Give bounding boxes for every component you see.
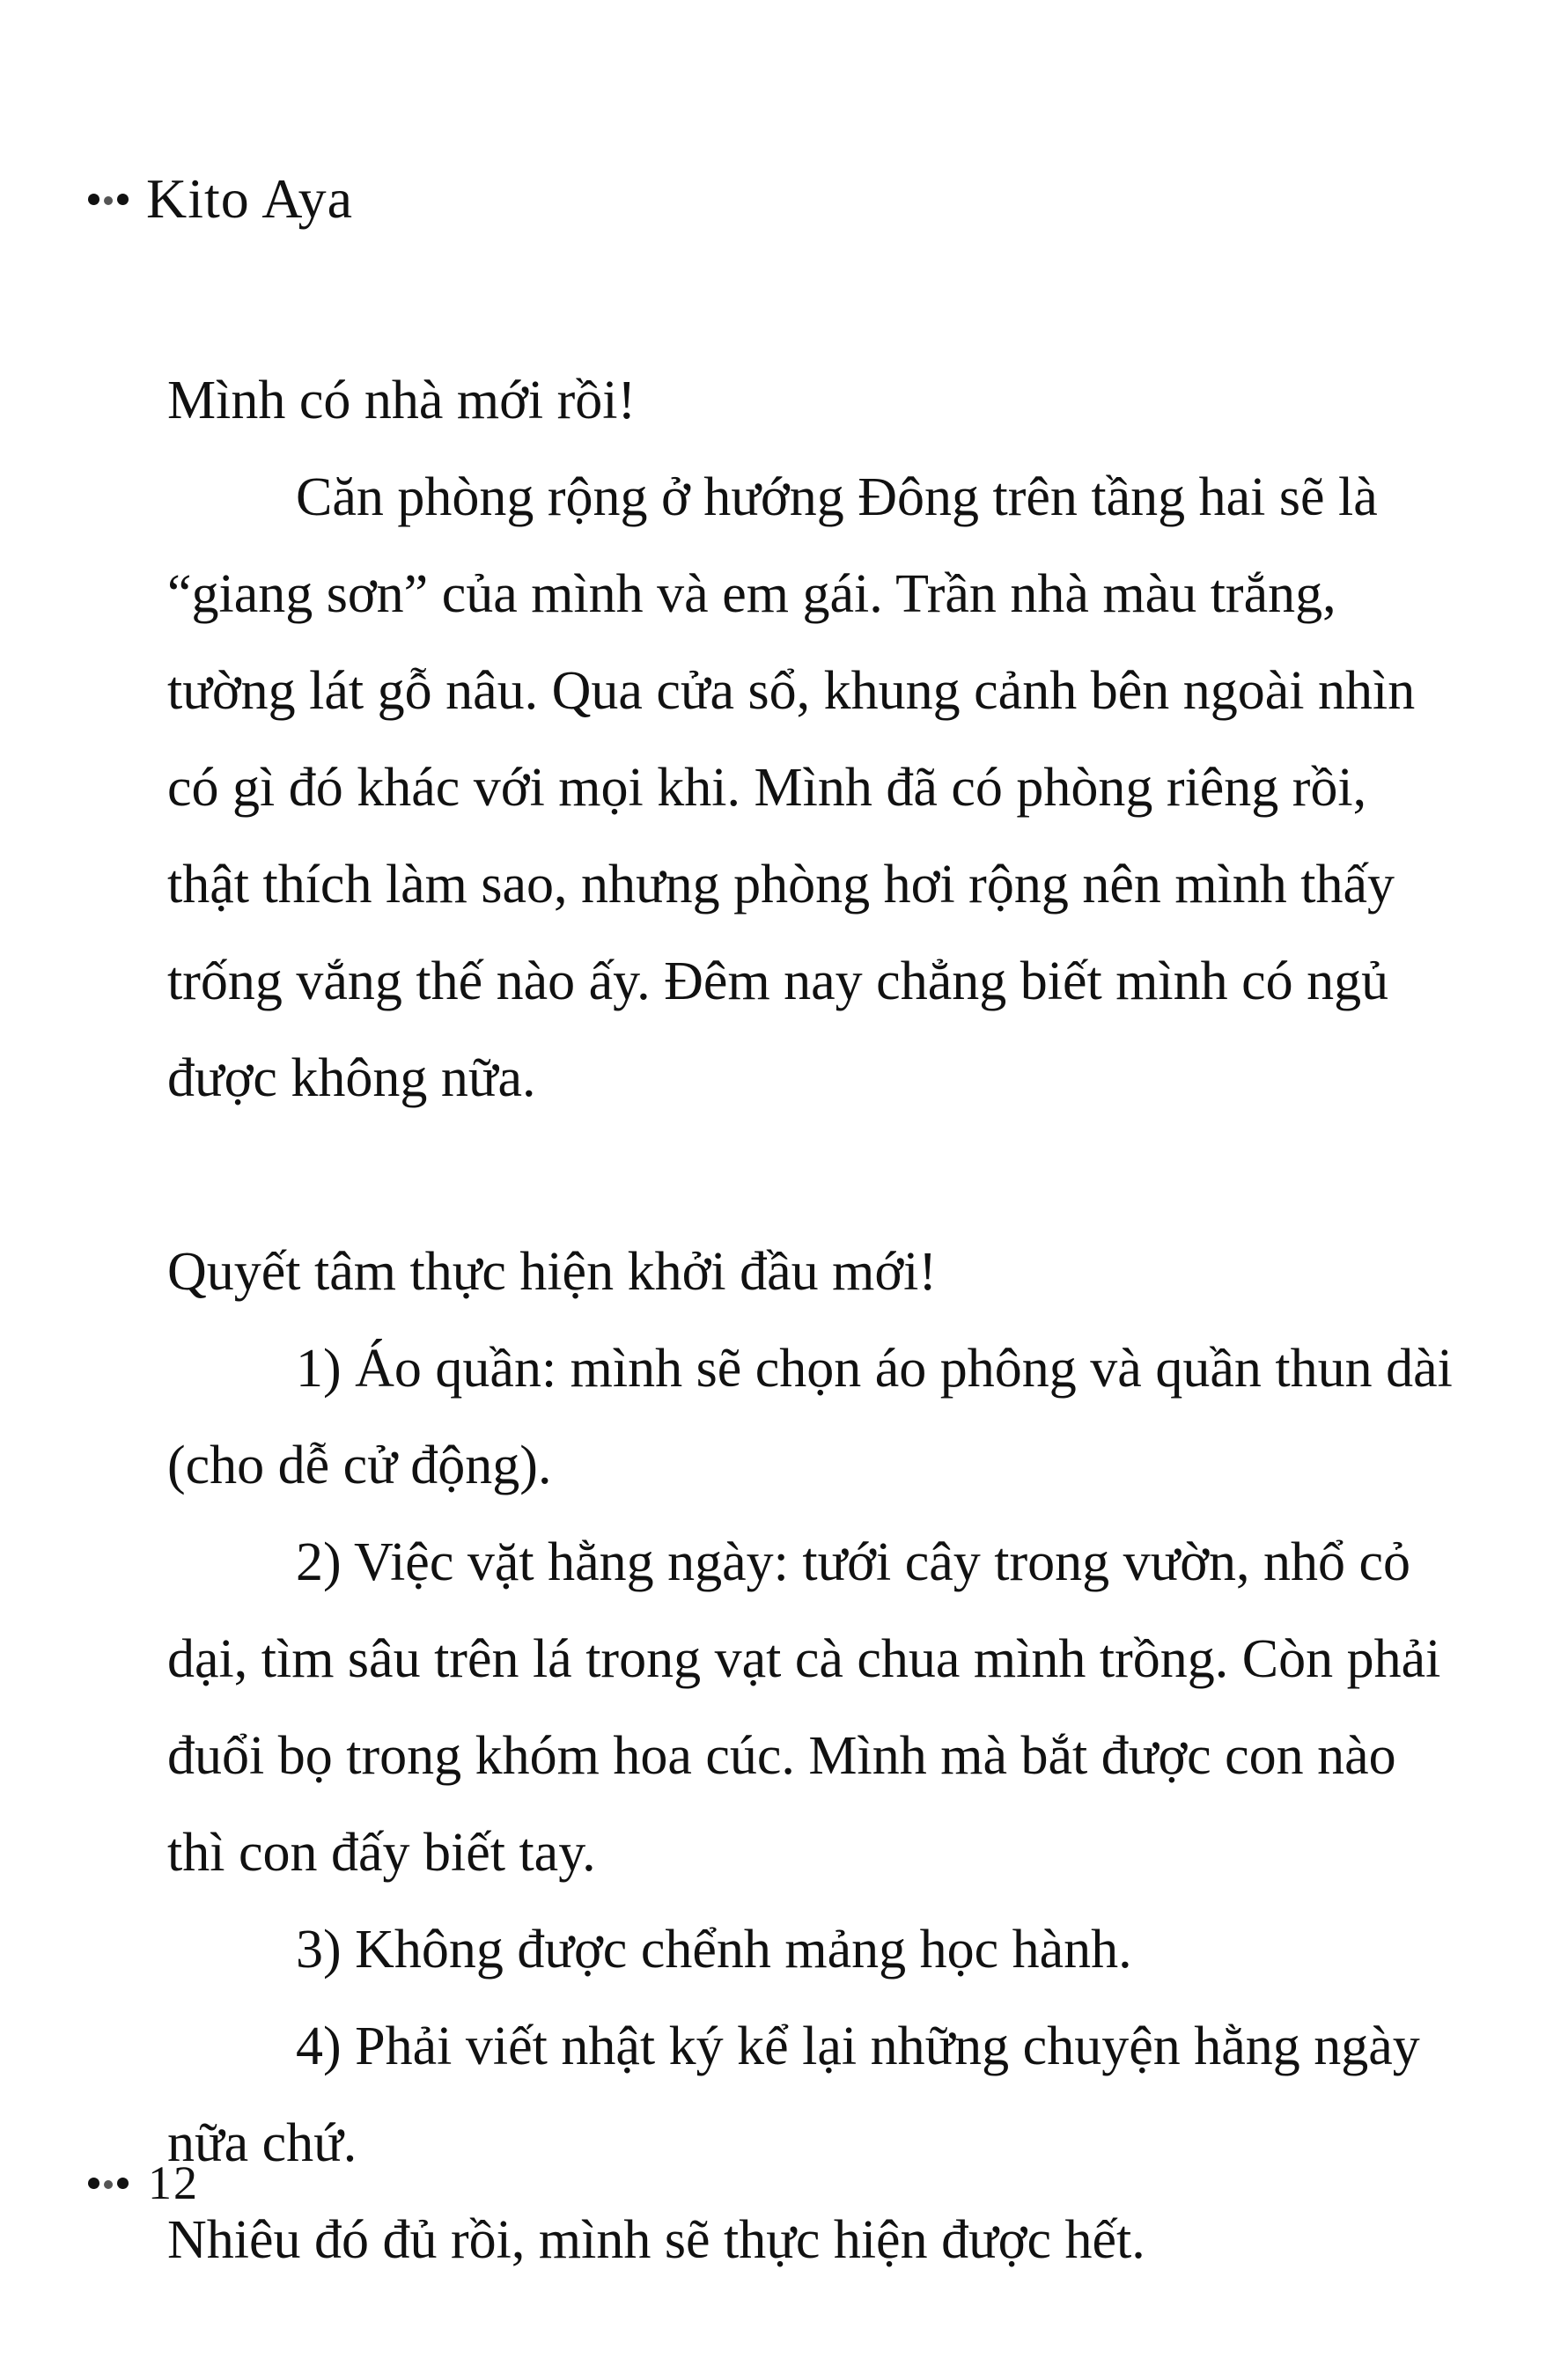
page-footer: [88, 2148, 199, 2218]
list-item: 3) Không được chểnh mảng học hành.: [296, 1920, 1132, 1980]
list-item: 1) Áo quần: mình sẽ chọn áo phông và quần thun dài (cho dễ cử động).: [167, 1339, 1453, 1495]
paragraph: Căn phòng rộng ở hướng Đông trên tầng hai sẽ là “giang sơn” của mình và em gái. Trần nhà màu trắng, tường lát gỗ nâu. Qua cửa sổ, khung cảnh bên ngoài nhìn có gì đó khác với mọi khi. Mình đã có phòng riêng rồi, thật thích làm sao, nhưng phòng hơi rộng nên mình thấy trống vắng thế nào ấy. Đêm nay chẳng biết mình có ngủ được không nữa.: [167, 467, 1416, 1108]
page-number: 12: [148, 2156, 199, 2209]
page-body: [167, 352, 1453, 2288]
running-head: [88, 164, 353, 234]
list-item: 4) Phải viết nhật ký kể lại những chuyện hằng ngày nữa chứ.: [167, 2016, 1420, 2173]
paragraph: Quyết tâm thực hiện khởi đầu mới!: [167, 1242, 937, 1302]
author-name: Kito Aya: [146, 167, 353, 230]
paragraph: Nhiêu đó đủ rồi, mình sẽ thực hiện được hết.: [167, 2210, 1145, 2270]
ornament-dots-icon: [88, 2173, 137, 2193]
paragraph: Mình có nhà mới rồi!: [167, 371, 637, 430]
list-item: 2) Việc vặt hằng ngày: tưới cây trong vườn, nhổ cỏ dại, tìm sâu trên lá trong vạt cà chua mình trồng. Còn phải đuổi bọ trong khóm hoa cúc. Mình mà bắt được con nào thì con đấy biết tay.: [167, 1532, 1441, 1883]
ornament-dots-icon: [88, 189, 137, 209]
